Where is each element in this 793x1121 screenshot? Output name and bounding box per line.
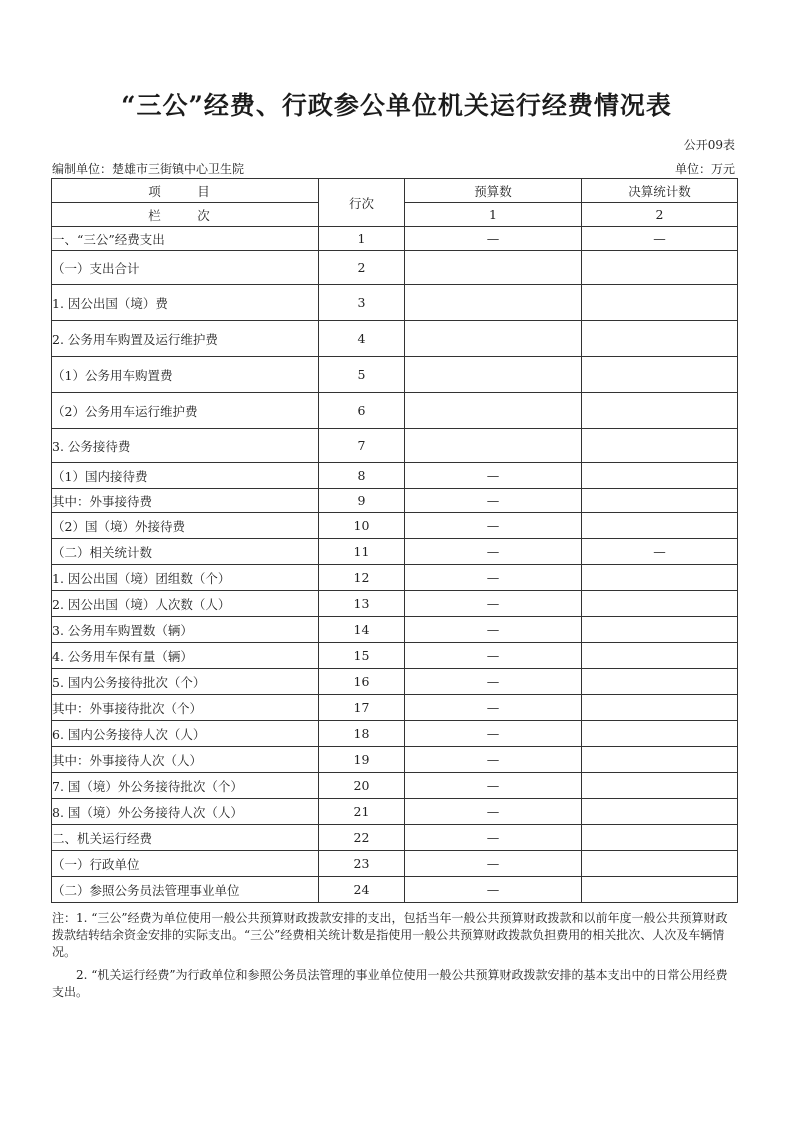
final-cell	[582, 773, 738, 799]
row-label: （二）相关统计数	[52, 539, 319, 565]
budget-cell: —	[405, 617, 582, 643]
row-number: 2	[319, 251, 405, 285]
note-2: 2. “机关运行经费”为行政单位和参照公务员法管理的事业单位使用一般公共预算财政拨款安排的基本支出中的日常公用经费支出。	[52, 968, 728, 999]
table-row	[52, 773, 738, 799]
final-cell	[582, 251, 738, 285]
row-number: 23	[319, 851, 405, 877]
row-number: 7	[319, 429, 405, 463]
form-code: 公开09表	[683, 138, 735, 152]
row-label: （二）参照公务员法管理事业单位	[52, 877, 319, 903]
table-row	[52, 799, 738, 825]
table-row	[52, 721, 738, 747]
budget-cell: —	[405, 643, 582, 669]
unit-label: 单位：万元	[674, 162, 735, 176]
row-label: 2. 公务用车购置及运行维护费	[52, 321, 319, 357]
row-number: 1	[319, 227, 405, 251]
budget-cell: —	[405, 539, 582, 565]
budget-cell: —	[405, 721, 582, 747]
table-row	[52, 227, 738, 251]
expense-table	[51, 178, 738, 903]
budget-cell: —	[405, 227, 582, 251]
final-cell	[582, 489, 738, 513]
budget-cell: —	[405, 773, 582, 799]
table-row	[52, 357, 738, 393]
budget-cell	[405, 321, 582, 357]
table-row	[52, 669, 738, 695]
final-cell	[582, 285, 738, 321]
row-number: 11	[319, 539, 405, 565]
final-cell	[582, 643, 738, 669]
final-cell	[582, 669, 738, 695]
budget-cell: —	[405, 877, 582, 903]
row-number: 16	[319, 669, 405, 695]
table-row	[52, 747, 738, 773]
header-row-no: 行次	[319, 179, 405, 227]
table-row	[52, 539, 738, 565]
row-label: 8. 国（境）外公务接待人次（人）	[52, 799, 319, 825]
row-label: （2）公务用车运行维护费	[52, 393, 319, 429]
table-row	[52, 877, 738, 903]
row-number: 12	[319, 565, 405, 591]
final-cell	[582, 591, 738, 617]
row-number: 22	[319, 825, 405, 851]
row-number: 6	[319, 393, 405, 429]
budget-cell: —	[405, 489, 582, 513]
row-label: 二、机关运行经费	[52, 825, 319, 851]
final-cell	[582, 429, 738, 463]
header-item: 项 目	[52, 179, 319, 203]
table-row	[52, 285, 738, 321]
final-cell	[582, 617, 738, 643]
note-1: 注：1. “三公”经费为单位使用一般公共预算财政拨款安排的支出，包括当年一般公共预算财政拨款和以前年度一般公共预算财政拨款结转结余资金安排的实际支出。“三公”经费相关统计数是指使用一般公共预算财政拨款负担费用的相关批次、人次及车辆情况。	[52, 911, 728, 959]
row-number: 24	[319, 877, 405, 903]
notes	[52, 910, 738, 1007]
row-label: 其中：外事接待批次（个）	[52, 695, 319, 721]
final-cell	[582, 321, 738, 357]
row-number: 18	[319, 721, 405, 747]
table-row	[52, 617, 738, 643]
row-number: 5	[319, 357, 405, 393]
header-final-col: 2	[582, 203, 738, 227]
row-label: 1. 因公出国（境）团组数（个）	[52, 565, 319, 591]
row-label: 一、“三公”经费支出	[52, 227, 319, 251]
budget-cell	[405, 251, 582, 285]
row-number: 3	[319, 285, 405, 321]
row-number: 13	[319, 591, 405, 617]
table-row	[52, 643, 738, 669]
header-budget-col: 1	[405, 203, 582, 227]
final-cell	[582, 747, 738, 773]
row-number: 20	[319, 773, 405, 799]
row-number: 14	[319, 617, 405, 643]
org-label: 编制单位：楚雄市三街镇中心卫生院	[52, 162, 245, 176]
table-row	[52, 851, 738, 877]
row-label: 其中：外事接待人次（人）	[52, 747, 319, 773]
row-number: 17	[319, 695, 405, 721]
final-cell	[582, 513, 738, 539]
final-cell	[582, 463, 738, 489]
budget-cell: —	[405, 463, 582, 489]
row-label: 5. 国内公务接待批次（个）	[52, 669, 319, 695]
budget-cell	[405, 357, 582, 393]
final-cell	[582, 825, 738, 851]
table-row	[52, 429, 738, 463]
row-label: 1. 因公出国（境）费	[52, 285, 319, 321]
table-row	[52, 565, 738, 591]
table-row	[52, 321, 738, 357]
final-cell	[582, 799, 738, 825]
table-row	[52, 825, 738, 851]
row-label: 3. 公务接待费	[52, 429, 319, 463]
table-row	[52, 463, 738, 489]
row-label: （2）国（境）外接待费	[52, 513, 319, 539]
final-cell: —	[582, 227, 738, 251]
row-number: 15	[319, 643, 405, 669]
budget-cell	[405, 429, 582, 463]
page-title: “三公”经费、行政参公单位机关运行经费情况表	[121, 91, 672, 120]
final-cell	[582, 393, 738, 429]
row-number: 10	[319, 513, 405, 539]
row-label: 7. 国（境）外公务接待批次（个）	[52, 773, 319, 799]
row-label: （一）行政单位	[52, 851, 319, 877]
final-cell	[582, 721, 738, 747]
table-row	[52, 251, 738, 285]
budget-cell	[405, 393, 582, 429]
row-number: 9	[319, 489, 405, 513]
budget-cell: —	[405, 513, 582, 539]
final-cell	[582, 877, 738, 903]
final-cell: —	[582, 539, 738, 565]
row-number: 19	[319, 747, 405, 773]
row-label: （一）支出合计	[52, 251, 319, 285]
budget-cell	[405, 285, 582, 321]
row-number: 8	[319, 463, 405, 489]
table-row	[52, 489, 738, 513]
row-label: 3. 公务用车购置数（辆）	[52, 617, 319, 643]
budget-cell: —	[405, 591, 582, 617]
final-cell	[582, 695, 738, 721]
row-number: 21	[319, 799, 405, 825]
row-label: 其中：外事接待费	[52, 489, 319, 513]
budget-cell: —	[405, 695, 582, 721]
final-cell	[582, 851, 738, 877]
budget-cell: —	[405, 565, 582, 591]
table-row	[52, 393, 738, 429]
table-row	[52, 591, 738, 617]
header-final: 决算统计数	[582, 179, 738, 203]
budget-cell: —	[405, 851, 582, 877]
header-budget: 预算数	[405, 179, 582, 203]
final-cell	[582, 357, 738, 393]
budget-cell: —	[405, 799, 582, 825]
row-label: 2. 因公出国（境）人次数（人）	[52, 591, 319, 617]
row-label: （1）国内接待费	[52, 463, 319, 489]
budget-cell: —	[405, 825, 582, 851]
table-row	[52, 513, 738, 539]
budget-cell: —	[405, 747, 582, 773]
table-row	[52, 695, 738, 721]
row-label: （1）公务用车购置费	[52, 357, 319, 393]
header-column: 栏 次	[52, 203, 319, 227]
row-label: 4. 公务用车保有量（辆）	[52, 643, 319, 669]
row-number: 4	[319, 321, 405, 357]
budget-cell: —	[405, 669, 582, 695]
final-cell	[582, 565, 738, 591]
row-label: 6. 国内公务接待人次（人）	[52, 721, 319, 747]
